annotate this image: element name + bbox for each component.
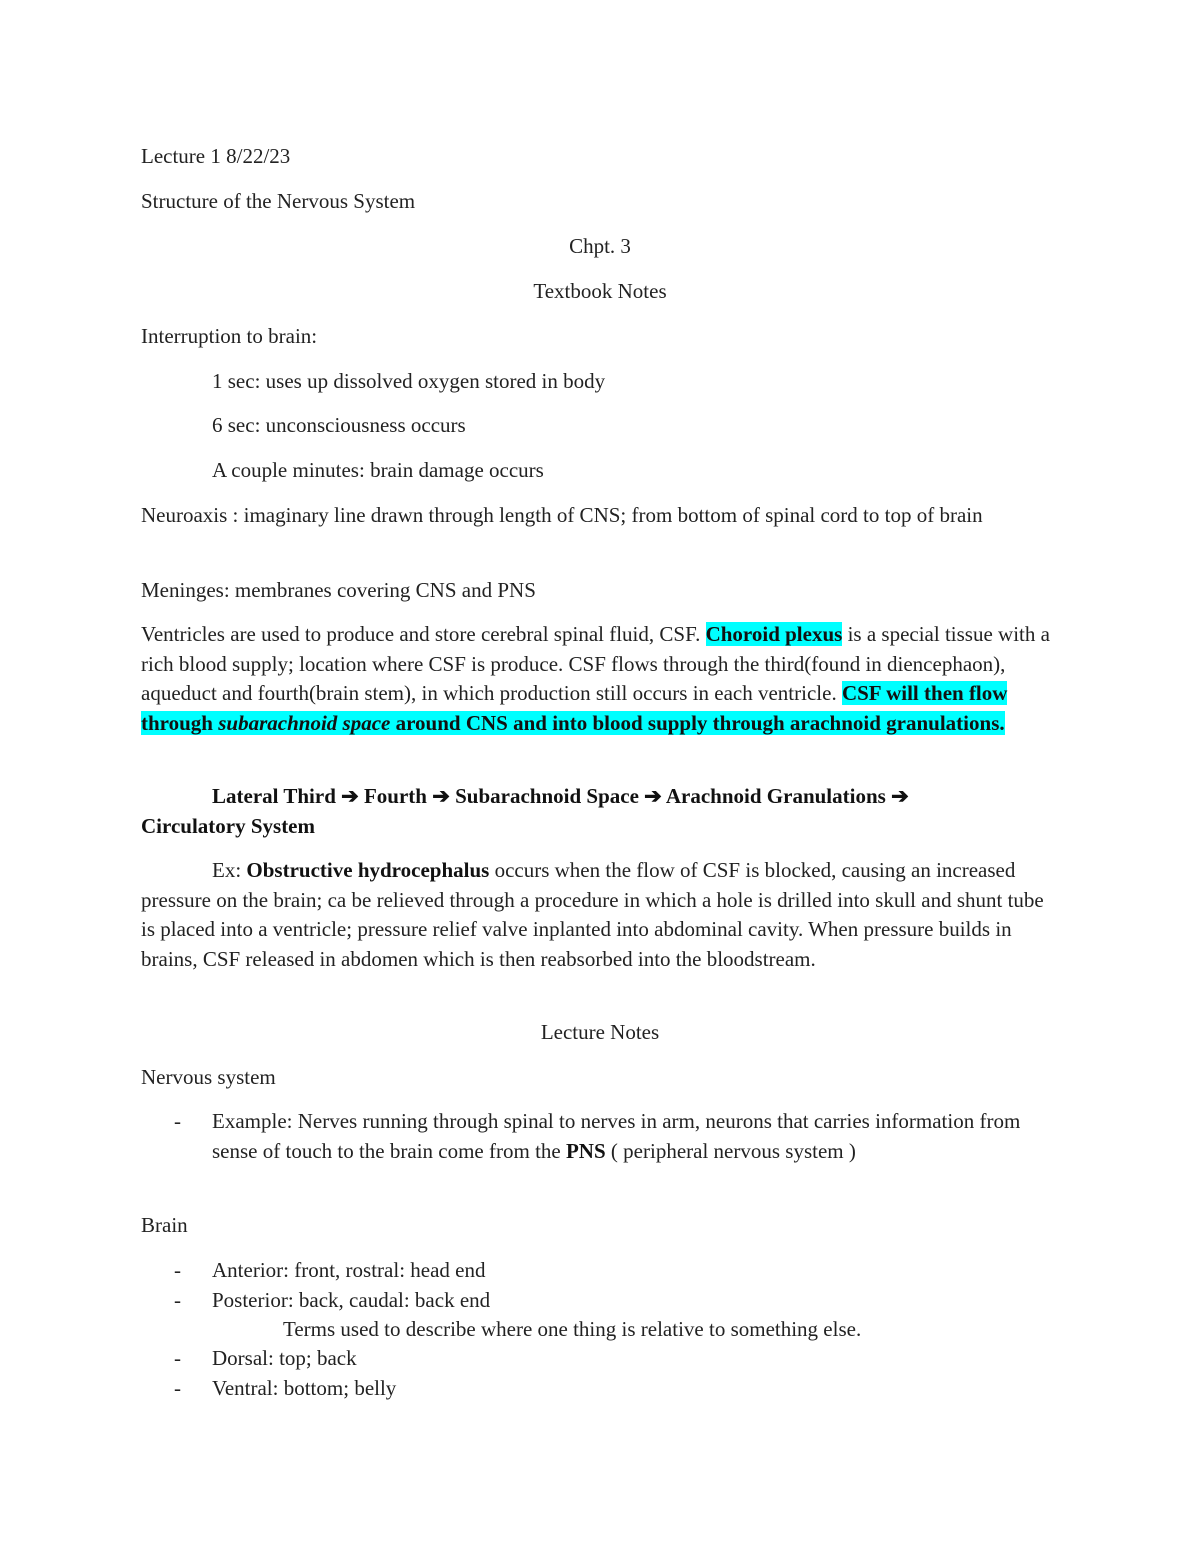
- brain-list: [141, 1256, 1061, 1315]
- lecture-notes-heading: Lecture Notes: [540, 1020, 660, 1044]
- meninges-paragraph: Meninges: membranes covering CNS and PNS: [141, 578, 536, 602]
- ventricles-paragraph: [141, 620, 1061, 738]
- arrow-icon: ➔: [432, 784, 450, 808]
- csf-flow-text: CSF will then flow through: [141, 681, 1008, 735]
- list-item-text: Example: Nerves running through spinal to nerves in arm, neurons that carries information from sense of touch to the brain come from the: [212, 1109, 1021, 1163]
- interruption-item: 1 sec: uses up dissolved oxygen stored in body: [212, 369, 606, 393]
- neuroaxis-paragraph: Neuroaxis : imaginary line drawn through length of CNS; from bottom of spinal cord to top of brain: [141, 503, 983, 527]
- flow-step-lateral-third: Lateral Third: [212, 784, 342, 808]
- choroid-plexus-highlight: Choroid plexus: [705, 622, 843, 646]
- lecture-date-line: Lecture 1 8/22/23: [141, 144, 291, 168]
- topic-line: Structure of the Nervous System: [141, 189, 416, 213]
- list-item-text: Anterior: front, rostral: head end: [212, 1258, 486, 1282]
- list-item: [141, 1256, 1061, 1286]
- dash-bullet: -: [174, 1287, 181, 1312]
- dash-bullet: -: [174, 1346, 181, 1370]
- arrow-icon: ➔: [644, 784, 662, 808]
- hydrocephalus-term: Obstructive hydrocephalus: [246, 858, 490, 882]
- example-text: occurs when the flow of CSF is blocked, causing an increased pressure on the brain; ca be relieved through a procedure in which a hole is drilled into skull and shunt tube is placed into a ventricle; pressure relief valve inplanted into abdominal cavity. When pressure builds in brains, CSF released in abdomen which is then reabsorbed into the bloodstream.: [141, 858, 1044, 971]
- ventricles-text: Ventricles are used to produce and store cerebral spinal fluid, CSF.: [141, 622, 706, 646]
- dash-bullet: -: [174, 1109, 181, 1133]
- ventricles-text: is a special tissue with a rich blood supply; location where CSF is produce. CSF flows through the third(found in diencephaon), aqueduct and fourth(brain stem), in which production still occurs in each ventricle.: [141, 622, 1050, 705]
- interruption-item: 6 sec: unconsciousness occurs: [212, 413, 466, 437]
- interruption-item: A couple minutes: brain damage occurs: [212, 458, 544, 482]
- nervous-system-list: [141, 1107, 1061, 1166]
- pns-term: PNS: [565, 1138, 606, 1163]
- subarachnoid-space-term: subarachnoid space: [218, 710, 391, 735]
- hydrocephalus-example: [141, 856, 1061, 974]
- flow-step-arachnoid: Arachnoid Granulations: [661, 784, 892, 808]
- flow-step-fourth: Fourth: [358, 784, 433, 808]
- flow-step-circulatory: Circulatory System: [141, 813, 315, 838]
- example-prefix: Ex:: [212, 858, 247, 882]
- list-item-text: Ventral: bottom; belly: [212, 1375, 397, 1400]
- terms-note: Terms used to describe where one thing is relative to something else.: [283, 1317, 862, 1341]
- arrow-icon: ➔: [891, 784, 909, 808]
- arrow-icon: ➔: [341, 784, 359, 808]
- list-item-text: ( peripheral nervous system ): [605, 1138, 856, 1163]
- list-item-text: Posterior: back, caudal: back end: [212, 1287, 491, 1312]
- nervous-system-title: Nervous system: [141, 1065, 276, 1089]
- list-item: [141, 1107, 1061, 1166]
- list-item: [141, 1344, 1061, 1374]
- list-item-text: Dorsal: top; back: [212, 1346, 357, 1370]
- chapter-heading: Chpt. 3: [569, 234, 631, 258]
- interruption-title: Interruption to brain:: [141, 324, 318, 348]
- list-item: [141, 1374, 1061, 1404]
- dash-bullet: -: [174, 1375, 181, 1400]
- csf-flow-sequence: [141, 782, 1061, 841]
- csf-flow-text: around CNS and into blood supply through arachnoid granulations.: [390, 710, 1005, 735]
- brain-list-continued: [141, 1344, 1061, 1403]
- brain-title: Brain: [141, 1213, 188, 1237]
- flow-step-subarachnoid: Subarachnoid Space: [449, 784, 645, 808]
- list-item: [141, 1286, 1061, 1316]
- textbook-notes-heading: Textbook Notes: [533, 279, 667, 303]
- dash-bullet: -: [174, 1258, 181, 1282]
